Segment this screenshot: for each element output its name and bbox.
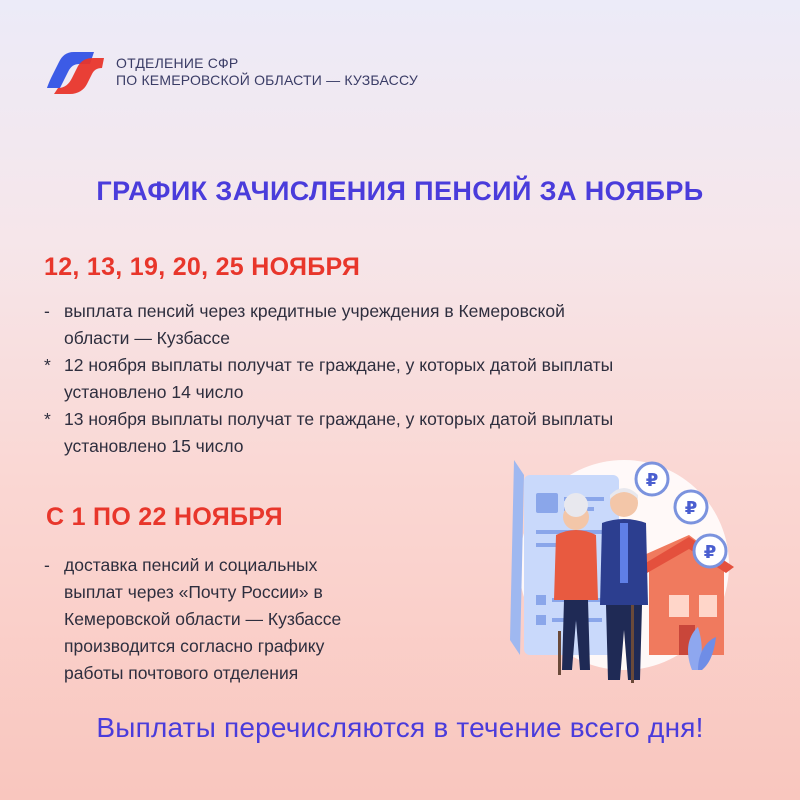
list-item: * 13 ноября выплаты получат те граждане, у которых датой выплаты	[44, 406, 613, 433]
org-name	[116, 55, 418, 89]
dash-marker: -	[44, 301, 50, 321]
asterisk-marker: *	[44, 355, 51, 375]
bottom-note: Выплаты перечисляются в течение всего дня!	[96, 712, 704, 743]
section2-heading: С 1 ПО 22 НОЯБРЯ	[46, 503, 283, 531]
section1-heading: 12, 13, 19, 20, 25 НОЯБРЯ	[44, 253, 361, 281]
list-item: выплат через «Почту России» в	[64, 582, 323, 602]
list-item: - доставка пенсий и социальных	[44, 552, 341, 579]
list-item: области — Кузбассе	[64, 328, 231, 348]
list-item: установлено 15 число	[64, 436, 244, 456]
list-item: производится согласно графику	[64, 636, 325, 656]
section1-body	[44, 298, 613, 460]
svg-text:₽: ₽	[645, 470, 659, 491]
svg-text:₽: ₽	[703, 542, 717, 563]
list-item: работы почтового отделения	[64, 663, 299, 683]
org-name-line2: ПО КЕМЕРОВСКОЙ ОБЛАСТИ — КУЗБАССУ	[116, 72, 418, 88]
svg-text:₽: ₽	[684, 498, 698, 519]
list-item: Кемеровской области — Кузбассе	[64, 609, 342, 629]
sfr-logo-icon	[44, 46, 106, 94]
list-item: - выплата пенсий через кредитные учреждения в Кемеровской	[44, 298, 613, 325]
list-item: установлено 14 число	[64, 382, 244, 402]
asterisk-marker: *	[44, 409, 51, 429]
org-name-line1: ОТДЕЛЕНИЕ СФР	[116, 55, 239, 71]
pension-illustration	[484, 455, 744, 695]
page-title: ГРАФИК ЗАЧИСЛЕНИЯ ПЕНСИЙ ЗА НОЯБРЬ	[96, 176, 704, 206]
dash-marker: -	[44, 555, 50, 575]
list-item: * 12 ноября выплаты получат те граждане, у которых датой выплаты	[44, 352, 613, 379]
section2-body	[44, 552, 341, 687]
